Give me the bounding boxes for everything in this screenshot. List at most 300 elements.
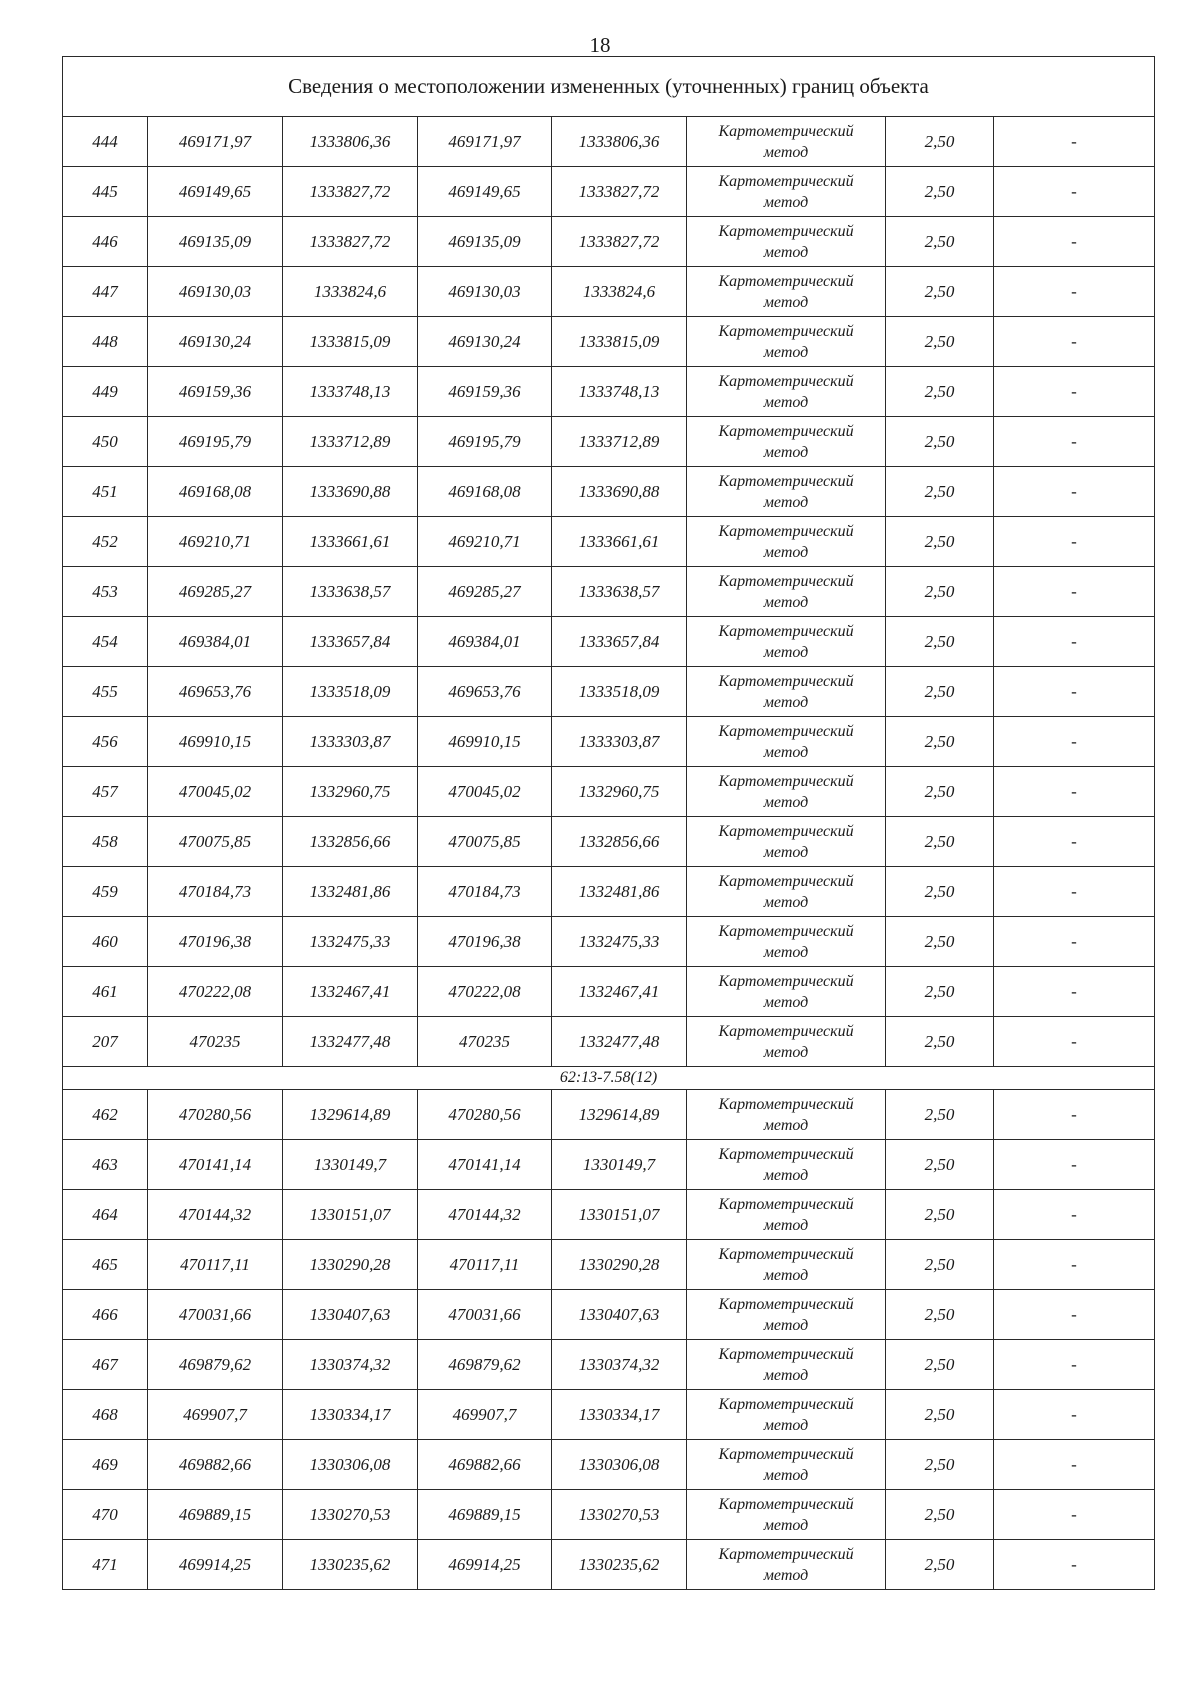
method-cell [687, 417, 886, 467]
method-line-1: Картометрический [718, 1395, 854, 1413]
method-cell [687, 1090, 886, 1140]
method-cell [687, 1190, 886, 1240]
table-row [63, 1540, 1155, 1590]
y-refined-cell: 1332856,66 [552, 817, 687, 867]
x-refined-cell: 470222,08 [418, 967, 552, 1017]
y-refined-cell: 1330149,7 [552, 1140, 687, 1190]
method-line-1: Картометрический [718, 372, 854, 390]
y-existing-cell: 1330374,32 [283, 1340, 418, 1390]
y-refined-cell: 1330151,07 [552, 1190, 687, 1240]
method-line-1: Картометрический [718, 1245, 854, 1263]
accuracy-cell: 2,50 [886, 167, 994, 217]
x-existing-cell: 469130,24 [148, 317, 283, 367]
y-existing-cell: 1333638,57 [283, 567, 418, 617]
point-number-cell: 451 [63, 467, 148, 517]
y-refined-cell: 1330407,63 [552, 1290, 687, 1340]
table-row [63, 1017, 1155, 1067]
description-cell: - [994, 1190, 1155, 1240]
description-cell: - [994, 717, 1155, 767]
y-existing-cell: 1333518,09 [283, 667, 418, 717]
accuracy-cell: 2,50 [886, 1440, 994, 1490]
x-refined-cell: 470196,38 [418, 917, 552, 967]
method-line-2: метод [763, 1566, 809, 1584]
method-line-2: метод [763, 1116, 809, 1134]
x-existing-cell: 469135,09 [148, 217, 283, 267]
description-cell: - [994, 917, 1155, 967]
method-line-1: Картометрический [718, 1022, 854, 1040]
method-line-2: метод [763, 1043, 809, 1061]
description-cell: - [994, 667, 1155, 717]
y-existing-cell: 1332481,86 [283, 867, 418, 917]
point-number-cell: 469 [63, 1440, 148, 1490]
method-line-2: метод [763, 1216, 809, 1234]
point-number-cell: 454 [63, 617, 148, 667]
method-cell [687, 467, 886, 517]
accuracy-cell: 2,50 [886, 217, 994, 267]
method-cell [687, 1140, 886, 1190]
x-refined-cell: 469210,71 [418, 517, 552, 567]
x-existing-cell: 470144,32 [148, 1190, 283, 1240]
x-refined-cell: 470144,32 [418, 1190, 552, 1240]
method-line-1: Картометрический [718, 1345, 854, 1363]
table-row [63, 1390, 1155, 1440]
x-existing-cell: 470045,02 [148, 767, 283, 817]
accuracy-cell: 2,50 [886, 1240, 994, 1290]
table-row [63, 517, 1155, 567]
description-cell: - [994, 417, 1155, 467]
description-cell: - [994, 167, 1155, 217]
y-existing-cell: 1333827,72 [283, 167, 418, 217]
x-existing-cell: 470184,73 [148, 867, 283, 917]
section-header-row [63, 1067, 1155, 1090]
accuracy-cell: 2,50 [886, 417, 994, 467]
x-refined-cell: 469914,25 [418, 1540, 552, 1590]
x-refined-cell: 469171,97 [418, 117, 552, 167]
point-number-cell: 448 [63, 317, 148, 367]
accuracy-cell: 2,50 [886, 917, 994, 967]
x-refined-cell: 469285,27 [418, 567, 552, 617]
accuracy-cell: 2,50 [886, 367, 994, 417]
x-existing-cell: 469882,66 [148, 1440, 283, 1490]
y-refined-cell: 1333303,87 [552, 717, 687, 767]
y-existing-cell: 1330407,63 [283, 1290, 418, 1340]
x-existing-cell: 469149,65 [148, 167, 283, 217]
y-refined-cell: 1332960,75 [552, 767, 687, 817]
table-row [63, 467, 1155, 517]
point-number-cell: 462 [63, 1090, 148, 1140]
method-cell [687, 1240, 886, 1290]
method-cell [687, 667, 886, 717]
x-existing-cell: 469195,79 [148, 417, 283, 467]
y-refined-cell: 1330290,28 [552, 1240, 687, 1290]
y-refined-cell: 1333815,09 [552, 317, 687, 367]
x-refined-cell: 469135,09 [418, 217, 552, 267]
method-line-1: Картометрический [718, 972, 854, 990]
y-refined-cell: 1333827,72 [552, 217, 687, 267]
method-line-2: метод [763, 543, 809, 561]
accuracy-cell: 2,50 [886, 1390, 994, 1440]
method-line-2: метод [763, 743, 809, 761]
description-cell: - [994, 1290, 1155, 1340]
description-cell: - [994, 767, 1155, 817]
accuracy-cell: 2,50 [886, 1017, 994, 1067]
description-cell: - [994, 1090, 1155, 1140]
accuracy-cell: 2,50 [886, 1340, 994, 1390]
y-existing-cell: 1330306,08 [283, 1440, 418, 1490]
method-line-1: Картометрический [718, 222, 854, 240]
point-number-cell: 468 [63, 1390, 148, 1440]
y-refined-cell: 1333748,13 [552, 367, 687, 417]
method-line-1: Картометрический [718, 1295, 854, 1313]
method-cell [687, 717, 886, 767]
y-existing-cell: 1329614,89 [283, 1090, 418, 1140]
description-cell: - [994, 217, 1155, 267]
x-existing-cell: 470235 [148, 1017, 283, 1067]
description-cell: - [994, 1340, 1155, 1390]
x-existing-cell: 469910,15 [148, 717, 283, 767]
method-line-1: Картометрический [718, 422, 854, 440]
y-existing-cell: 1330151,07 [283, 1190, 418, 1240]
y-refined-cell: 1333518,09 [552, 667, 687, 717]
y-refined-cell: 1333690,88 [552, 467, 687, 517]
y-existing-cell: 1330270,53 [283, 1490, 418, 1540]
accuracy-cell: 2,50 [886, 1190, 994, 1240]
method-line-2: метод [763, 1366, 809, 1384]
y-refined-cell: 1332477,48 [552, 1017, 687, 1067]
description-cell: - [994, 367, 1155, 417]
x-existing-cell: 470222,08 [148, 967, 283, 1017]
method-line-2: метод [763, 943, 809, 961]
table-row [63, 1440, 1155, 1490]
y-refined-cell: 1333827,72 [552, 167, 687, 217]
accuracy-cell: 2,50 [886, 117, 994, 167]
y-refined-cell: 1330374,32 [552, 1340, 687, 1390]
method-cell [687, 967, 886, 1017]
method-line-1: Картометрический [718, 122, 854, 140]
y-existing-cell: 1333806,36 [283, 117, 418, 167]
y-existing-cell: 1333824,6 [283, 267, 418, 317]
x-refined-cell: 469159,36 [418, 367, 552, 417]
method-line-2: метод [763, 793, 809, 811]
point-number-cell: 463 [63, 1140, 148, 1190]
point-number-cell: 207 [63, 1017, 148, 1067]
y-existing-cell: 1333690,88 [283, 467, 418, 517]
method-cell [687, 567, 886, 617]
x-existing-cell: 469130,03 [148, 267, 283, 317]
table-row [63, 117, 1155, 167]
point-number-cell: 461 [63, 967, 148, 1017]
point-number-cell: 459 [63, 867, 148, 917]
table-row [63, 767, 1155, 817]
x-existing-cell: 470196,38 [148, 917, 283, 967]
description-cell: - [994, 817, 1155, 867]
x-existing-cell: 469171,97 [148, 117, 283, 167]
method-line-2: метод [763, 243, 809, 261]
y-existing-cell: 1332475,33 [283, 917, 418, 967]
method-cell [687, 267, 886, 317]
x-existing-cell: 469879,62 [148, 1340, 283, 1390]
method-line-1: Картометрический [718, 1195, 854, 1213]
table-row [63, 367, 1155, 417]
description-cell: - [994, 1490, 1155, 1540]
method-line-2: метод [763, 1316, 809, 1334]
point-number-cell: 458 [63, 817, 148, 867]
method-cell [687, 1490, 886, 1540]
method-line-1: Картометрический [718, 1145, 854, 1163]
method-cell [687, 867, 886, 917]
accuracy-cell: 2,50 [886, 767, 994, 817]
accuracy-cell: 2,50 [886, 617, 994, 667]
table-row [63, 717, 1155, 767]
table-row [63, 1090, 1155, 1140]
x-refined-cell: 469195,79 [418, 417, 552, 467]
method-cell [687, 817, 886, 867]
table-row [63, 1490, 1155, 1540]
y-refined-cell: 1333806,36 [552, 117, 687, 167]
description-cell: - [994, 1017, 1155, 1067]
y-existing-cell: 1333661,61 [283, 517, 418, 567]
table-title: Сведения о местоположении измененных (уточненных) границ объекта [63, 57, 1155, 117]
method-line-1: Картометрический [718, 672, 854, 690]
point-number-cell: 450 [63, 417, 148, 467]
method-line-2: метод [763, 393, 809, 411]
x-existing-cell: 469285,27 [148, 567, 283, 617]
x-existing-cell: 470031,66 [148, 1290, 283, 1340]
x-existing-cell: 469168,08 [148, 467, 283, 517]
x-refined-cell: 469889,15 [418, 1490, 552, 1540]
table-row [63, 267, 1155, 317]
x-refined-cell: 469653,76 [418, 667, 552, 717]
method-line-1: Картометрический [718, 1545, 854, 1563]
y-refined-cell: 1333712,89 [552, 417, 687, 467]
method-line-1: Картометрический [718, 172, 854, 190]
description-cell: - [994, 1440, 1155, 1490]
method-line-2: метод [763, 443, 809, 461]
y-existing-cell: 1330235,62 [283, 1540, 418, 1590]
point-number-cell: 449 [63, 367, 148, 417]
point-number-cell: 446 [63, 217, 148, 267]
description-cell: - [994, 267, 1155, 317]
method-line-1: Картометрический [718, 622, 854, 640]
description-cell: - [994, 467, 1155, 517]
method-cell [687, 367, 886, 417]
accuracy-cell: 2,50 [886, 1090, 994, 1140]
table-row [63, 317, 1155, 367]
method-cell [687, 1540, 886, 1590]
x-existing-cell: 469653,76 [148, 667, 283, 717]
y-existing-cell: 1332467,41 [283, 967, 418, 1017]
x-refined-cell: 469130,24 [418, 317, 552, 367]
y-refined-cell: 1332481,86 [552, 867, 687, 917]
method-line-2: метод [763, 843, 809, 861]
point-number-cell: 445 [63, 167, 148, 217]
table-row [63, 567, 1155, 617]
x-refined-cell: 470075,85 [418, 817, 552, 867]
y-existing-cell: 1332477,48 [283, 1017, 418, 1067]
x-refined-cell: 470031,66 [418, 1290, 552, 1340]
x-existing-cell: 470141,14 [148, 1140, 283, 1190]
description-cell: - [994, 617, 1155, 667]
table-row [63, 917, 1155, 967]
table-row [63, 417, 1155, 467]
method-cell [687, 1440, 886, 1490]
x-refined-cell: 469149,65 [418, 167, 552, 217]
table-row [63, 667, 1155, 717]
x-refined-cell: 470235 [418, 1017, 552, 1067]
accuracy-cell: 2,50 [886, 1540, 994, 1590]
table-row [63, 867, 1155, 917]
point-number-cell: 467 [63, 1340, 148, 1390]
y-refined-cell: 1330235,62 [552, 1540, 687, 1590]
accuracy-cell: 2,50 [886, 317, 994, 367]
x-existing-cell: 469210,71 [148, 517, 283, 567]
y-refined-cell: 1330334,17 [552, 1390, 687, 1440]
method-line-2: метод [763, 593, 809, 611]
x-existing-cell: 469159,36 [148, 367, 283, 417]
description-cell: - [994, 117, 1155, 167]
point-number-cell: 471 [63, 1540, 148, 1590]
table-row [63, 1240, 1155, 1290]
description-cell: - [994, 967, 1155, 1017]
method-line-2: метод [763, 1466, 809, 1484]
method-cell [687, 517, 886, 567]
x-refined-cell: 470045,02 [418, 767, 552, 817]
method-line-2: метод [763, 1516, 809, 1534]
table-row [63, 167, 1155, 217]
x-existing-cell: 470117,11 [148, 1240, 283, 1290]
method-line-1: Картометрический [718, 522, 854, 540]
method-line-2: метод [763, 343, 809, 361]
description-cell: - [994, 1240, 1155, 1290]
description-cell: - [994, 1540, 1155, 1590]
y-refined-cell: 1330270,53 [552, 1490, 687, 1540]
point-number-cell: 464 [63, 1190, 148, 1240]
method-cell [687, 917, 886, 967]
table-row [63, 217, 1155, 267]
method-line-1: Картометрический [718, 272, 854, 290]
accuracy-cell: 2,50 [886, 667, 994, 717]
method-cell [687, 767, 886, 817]
point-number-cell: 465 [63, 1240, 148, 1290]
y-existing-cell: 1330149,7 [283, 1140, 418, 1190]
boundary-coordinates-table [62, 56, 1155, 1590]
method-line-2: метод [763, 893, 809, 911]
method-cell [687, 217, 886, 267]
accuracy-cell: 2,50 [886, 967, 994, 1017]
x-refined-cell: 470117,11 [418, 1240, 552, 1290]
description-cell: - [994, 867, 1155, 917]
point-number-cell: 460 [63, 917, 148, 967]
y-existing-cell: 1333827,72 [283, 217, 418, 267]
y-refined-cell: 1330306,08 [552, 1440, 687, 1490]
method-cell [687, 1390, 886, 1440]
accuracy-cell: 2,50 [886, 467, 994, 517]
accuracy-cell: 2,50 [886, 1490, 994, 1540]
description-cell: - [994, 1390, 1155, 1440]
method-line-2: метод [763, 1166, 809, 1184]
x-refined-cell: 469130,03 [418, 267, 552, 317]
table-row [63, 1190, 1155, 1240]
y-existing-cell: 1332856,66 [283, 817, 418, 867]
table-row [63, 1140, 1155, 1190]
point-number-cell: 452 [63, 517, 148, 567]
table-row [63, 1290, 1155, 1340]
method-line-1: Картометрический [718, 472, 854, 490]
method-line-2: метод [763, 1266, 809, 1284]
method-line-1: Картометрический [718, 822, 854, 840]
point-number-cell: 447 [63, 267, 148, 317]
x-existing-cell: 470280,56 [148, 1090, 283, 1140]
table-row [63, 817, 1155, 867]
boundary-table-wrapper [62, 56, 1154, 1590]
y-existing-cell: 1333303,87 [283, 717, 418, 767]
y-existing-cell: 1330334,17 [283, 1390, 418, 1440]
x-existing-cell: 470075,85 [148, 817, 283, 867]
y-existing-cell: 1332960,75 [283, 767, 418, 817]
x-refined-cell: 470184,73 [418, 867, 552, 917]
table-title-row [63, 57, 1155, 117]
y-existing-cell: 1333712,89 [283, 417, 418, 467]
accuracy-cell: 2,50 [886, 717, 994, 767]
description-cell: - [994, 1140, 1155, 1190]
x-refined-cell: 469168,08 [418, 467, 552, 517]
x-refined-cell: 469882,66 [418, 1440, 552, 1490]
y-existing-cell: 1330290,28 [283, 1240, 418, 1290]
y-existing-cell: 1333748,13 [283, 367, 418, 417]
point-number-cell: 444 [63, 117, 148, 167]
accuracy-cell: 2,50 [886, 867, 994, 917]
accuracy-cell: 2,50 [886, 517, 994, 567]
section-label: 62:13-7.58(12) [63, 1067, 1155, 1090]
method-line-1: Картометрический [718, 922, 854, 940]
x-refined-cell: 469910,15 [418, 717, 552, 767]
y-existing-cell: 1333815,09 [283, 317, 418, 367]
y-refined-cell: 1333657,84 [552, 617, 687, 667]
y-refined-cell: 1333638,57 [552, 567, 687, 617]
x-refined-cell: 470280,56 [418, 1090, 552, 1140]
method-line-1: Картометрический [718, 1095, 854, 1113]
accuracy-cell: 2,50 [886, 1140, 994, 1190]
method-line-1: Картометрический [718, 772, 854, 790]
accuracy-cell: 2,50 [886, 1290, 994, 1340]
table-row [63, 1340, 1155, 1390]
table-row [63, 967, 1155, 1017]
method-line-1: Картометрический [718, 572, 854, 590]
method-cell [687, 167, 886, 217]
x-existing-cell: 469889,15 [148, 1490, 283, 1540]
accuracy-cell: 2,50 [886, 567, 994, 617]
y-refined-cell: 1332475,33 [552, 917, 687, 967]
method-cell [687, 317, 886, 367]
method-line-2: метод [763, 143, 809, 161]
point-number-cell: 466 [63, 1290, 148, 1340]
method-cell [687, 617, 886, 667]
point-number-cell: 470 [63, 1490, 148, 1540]
x-refined-cell: 469907,7 [418, 1390, 552, 1440]
x-existing-cell: 469384,01 [148, 617, 283, 667]
x-existing-cell: 469914,25 [148, 1540, 283, 1590]
page-number: 18 [589, 33, 611, 57]
method-cell [687, 117, 886, 167]
description-cell: - [994, 567, 1155, 617]
accuracy-cell: 2,50 [886, 817, 994, 867]
description-cell: - [994, 517, 1155, 567]
method-cell [687, 1340, 886, 1390]
method-cell [687, 1017, 886, 1067]
x-existing-cell: 469907,7 [148, 1390, 283, 1440]
method-line-2: метод [763, 693, 809, 711]
x-refined-cell: 470141,14 [418, 1140, 552, 1190]
